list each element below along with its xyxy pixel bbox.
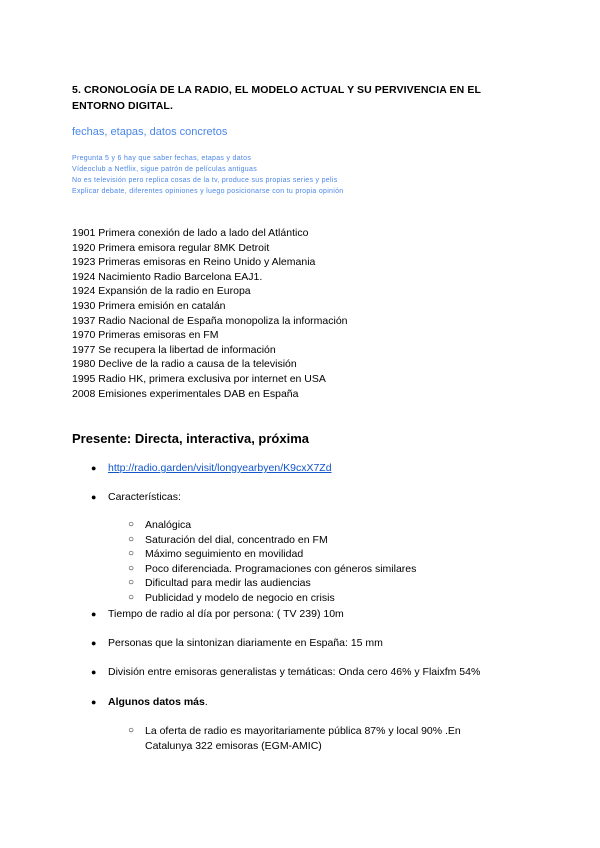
timeline-item: 1995 Radio HK, primera exclusiva por internet en USA <box>72 372 326 385</box>
bullet-dot: ● <box>91 697 97 707</box>
note-line: Pregunta 5 y 6 hay que saber fechas, etapas y datos <box>72 155 252 162</box>
bullet-dot: ● <box>91 492 97 502</box>
caracteristicas-list <box>145 518 416 606</box>
sub-bullet-circle: ○ <box>128 577 135 589</box>
sub-bullet-circle: ○ <box>128 591 135 603</box>
note-line: Explicar debate, diferentes opiniones y luego posicionarse con tu propia opinión <box>72 188 344 195</box>
heading-line-2: ENTORNO DIGITAL. <box>72 100 173 112</box>
sub-bullet-circle: ○ <box>128 725 135 736</box>
timeline-item: 1970 Primeras emisoras en FM <box>72 329 219 342</box>
timeline-item: 1924 Nacimiento Radio Barcelona EAJ1. <box>72 270 263 283</box>
oferta-text <box>145 724 461 753</box>
algunos-datos <box>108 695 208 709</box>
sub-bullet-circle: ○ <box>128 562 135 574</box>
bullet-dot: ● <box>91 638 97 648</box>
timeline-item: 1901 Primera conexión de lado a lado del Atlántico <box>72 227 309 239</box>
bullet-dot: ● <box>91 667 97 677</box>
sub-bullet-circle: ○ <box>128 548 135 560</box>
timeline-item: 1923 Primeras emisoras en Reino Unido y Alemania <box>72 256 316 269</box>
tiempo-radio-text: Tiempo de radio al día por persona: ( TV 239) 10m <box>108 608 344 620</box>
bullet-dot: ● <box>91 463 97 473</box>
timeline-item: 1924 Expansión de la radio en Europa <box>72 285 251 298</box>
list-item: Máximo seguimiento en movilidad <box>145 548 304 561</box>
timeline-item: 1937 Radio Nacional de España monopoliza la información <box>72 314 348 327</box>
note-line: No es televisión pero replica cosas de la tv, produce sus propias series y pelis <box>72 177 338 184</box>
subtitle: fechas, etapas, datos concretos <box>72 126 228 138</box>
section-heading <box>72 82 532 114</box>
list-item: Publicidad y modelo de negocio en crisis <box>145 591 335 604</box>
timeline-list <box>72 226 348 401</box>
list-item: Poco diferenciada. Programaciones con géneros similares <box>145 562 417 575</box>
heading-line-1: 5. CRONOLOGÍA DE LA RADIO, EL MODELO ACTUAL Y SU PERVIVENCIA EN EL <box>72 84 481 96</box>
radio-garden-link[interactable]: http://radio.garden/visit/longyearbyen/K9cxX7Zd <box>108 462 332 474</box>
list-item: Saturación del dial, concentrado en FM <box>145 533 328 546</box>
sub-bullet-column <box>128 518 134 606</box>
timeline-item: 1920 Primera emisora regular 8MK Detroit <box>72 241 270 254</box>
timeline-item: 2008 Emisiones experimentales DAB en España <box>72 387 299 400</box>
oferta-line-2: Catalunya 322 emisoras (EGM-AMIC) <box>145 739 322 752</box>
notes-block <box>72 153 542 197</box>
list-item: Dificultad para medir las audiencias <box>145 577 311 590</box>
algunos-datos-suffix: . <box>204 696 208 708</box>
section-title: Presente: Directa, interactiva, próxima <box>72 431 309 446</box>
list-item: Analógica <box>145 519 192 531</box>
sub-bullet-circle: ○ <box>128 519 135 530</box>
oferta-line-1: La oferta de radio es mayoritariamente pública 87% y local 90% .En <box>145 725 461 737</box>
personas-text: Personas que la sintonizan diariamente en España: 15 mm <box>108 637 383 649</box>
timeline-item: 1980 Declive de la radio a causa de la televisión <box>72 358 297 371</box>
bullet-dot: ● <box>91 609 97 619</box>
caracteristicas-label: Características: <box>108 491 181 503</box>
sub-bullet-circle: ○ <box>128 533 135 545</box>
timeline-item: 1930 Primera emisión en catalán <box>72 299 226 312</box>
timeline-item: 1977 Se recupera la libertad de información <box>72 343 276 356</box>
note-line: Vídeoclub a Netflix, sigue patrón de películas antiguas <box>72 166 257 173</box>
algunos-datos-label: Algunos datos más <box>108 696 205 708</box>
division-text: División entre emisoras generalistas y temáticas: Onda cero 46% y Flaixfm 54% <box>108 666 481 678</box>
